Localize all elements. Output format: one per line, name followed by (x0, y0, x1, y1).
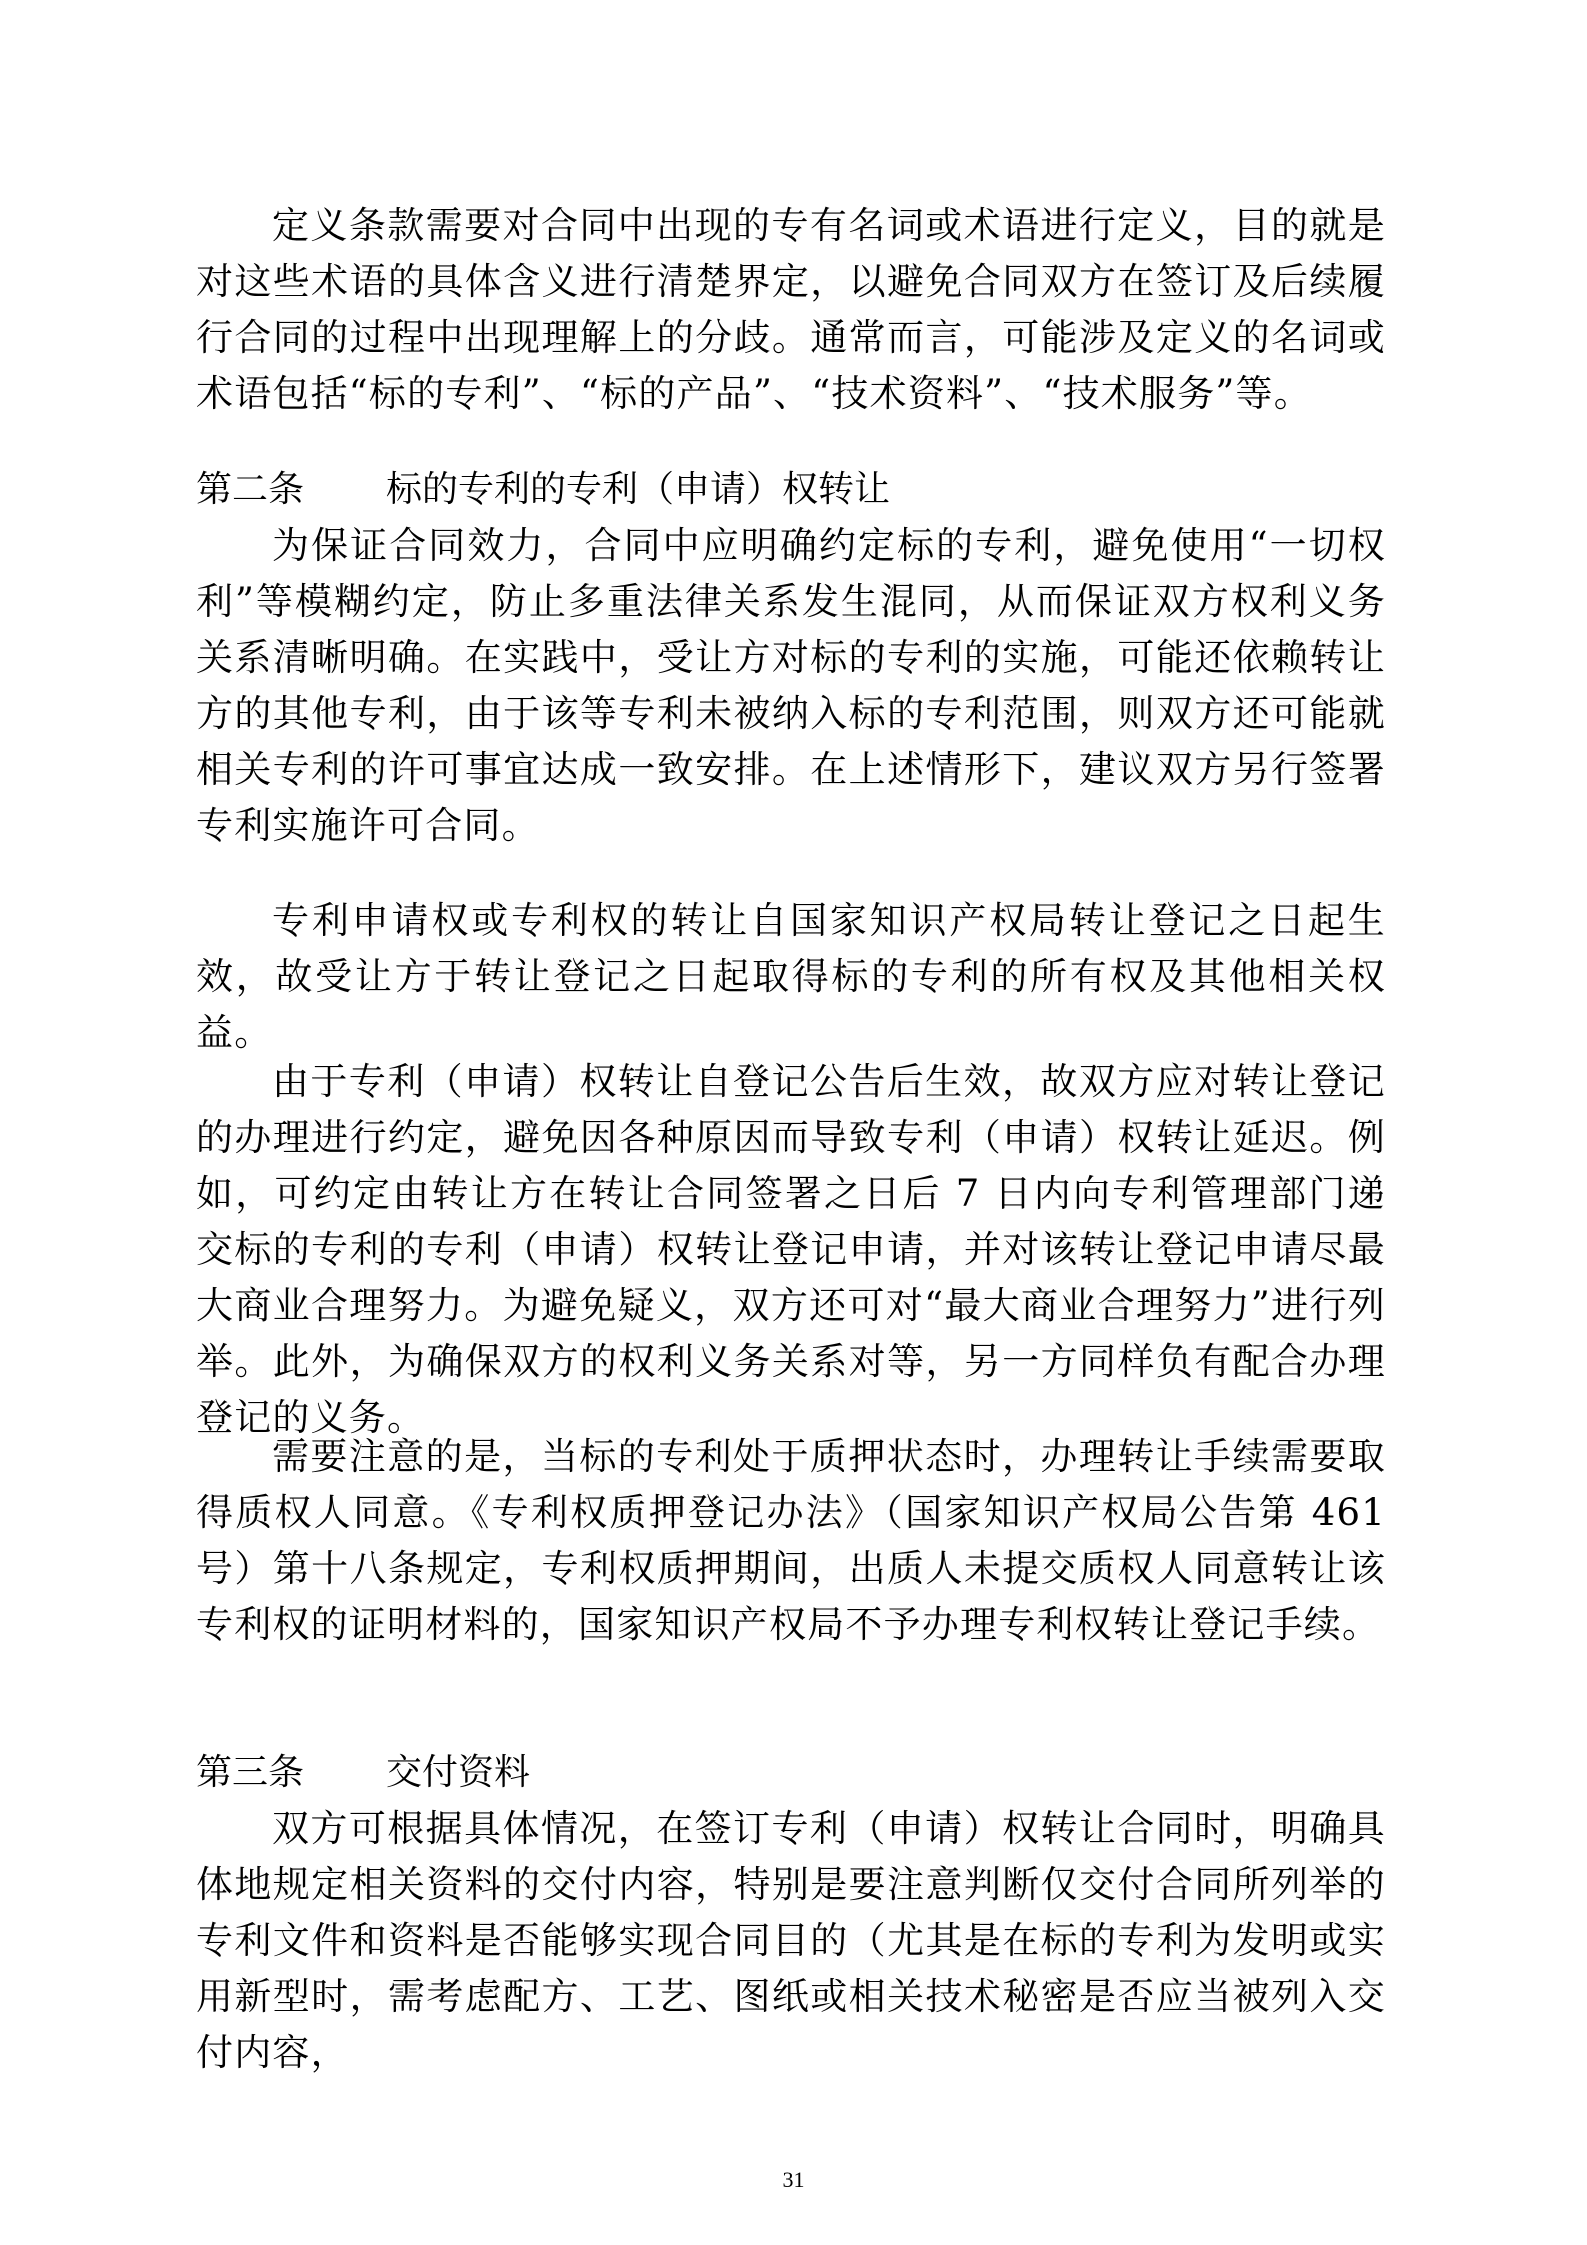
article-3-title: 交付资料 (386, 1752, 531, 1793)
article-3-heading (196, 1749, 530, 1797)
article-2-paragraph-2: 专利申请权或专利权的转让自国家知识产权局转让登记之日起生效，故受让方于转让登记之日起取得标的专利的所有权及其他相关权益。 (196, 899, 1386, 1054)
article-2-paragraph-4: 需要注意的是，当标的专利处于质押状态时，办理转让手续需要取得质权人同意。《专利权质押登记办法》（国家知识产权局公告第 461 号）第十八条规定，专利权质押期间，出质人未提交质权人同意转让该专利权的证明材料的，国家知识产权局不予办理专利权转让登记手续。 (196, 1435, 1386, 1646)
article-2-title: 标的专利的专利（申请）权转让 (386, 469, 891, 510)
article-2-paragraph-1: 为保证合同效力，合同中应明确约定标的专利，避免使用“一切权利”等模糊约定，防止多重法律关系发生混同，从而保证双方权利义务关系清晰明确。在实践中，受让方对标的专利的实施，可能还依赖转让方的其他专利，由于该等专利未被纳入标的专利范围，则双方还可能就相关专利的许可事宜达成一致安排。在上述情形下，建议双方另行签署专利实施许可合同。 (196, 524, 1386, 847)
intro-paragraph: 定义条款需要对合同中出现的专有名词或术语进行定义，目的就是对这些术语的具体含义进行清楚界定，以避免合同双方在签订及后续履行合同的过程中出现理解上的分歧。通常而言，可能涉及定义的名词或术语包括“标的专利”、“标的产品”、“技术资料”、“技术服务”等。 (196, 204, 1386, 415)
article-3-number: 第三条 (196, 1752, 305, 1793)
article-2-heading (196, 466, 890, 514)
article-2-paragraph-3: 由于专利（申请）权转让自登记公告后生效，故双方应对转让登记的办理进行约定，避免因各种原因而导致专利（申请）权转让延迟。例如，可约定由转让方在转让合同签署之日后 7 日内向专利管理部门递交标的专利的专利（申请）权转让登记申请，并对该转让登记申请尽最大商业合理努力。为避免疑义，双方还可对“最大商业合理努力”进行列举。此外，为确保双方的权利义务关系对等，另一方同样负有配合办理登记的义务。 (196, 1060, 1386, 1439)
page-number: 31 (782, 2167, 805, 2192)
article-3-paragraph-1: 双方可根据具体情况，在签订专利（申请）权转让合同时，明确具体地规定相关资料的交付内容，特别是要注意判断仅交付合同所列举的专利文件和资料是否能够实现合同目的（尤其是在标的专利为发明或实用新型时，需考虑配方、工艺、图纸或相关技术秘密是否应当被列入交付内容， (196, 1807, 1386, 2074)
article-2-number: 第二条 (196, 469, 305, 510)
